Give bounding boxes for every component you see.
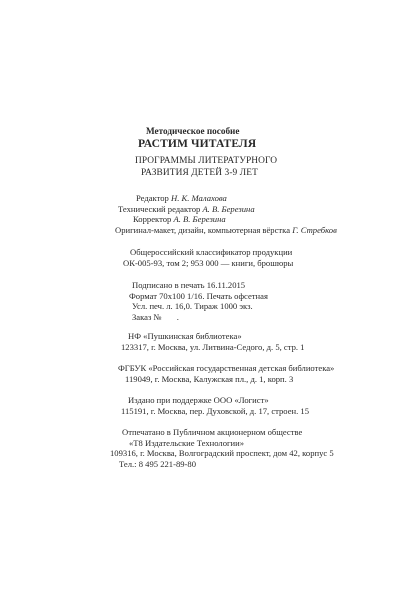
classifier-block <box>118 247 408 268</box>
support-line-1: Издано при поддержке ООО «Логист» <box>128 395 269 405</box>
credit-name: Г. Стребков <box>292 224 337 235</box>
print-sheets: Усл. печ. л. 16,0. Тираж 1000 экз. <box>132 301 253 312</box>
print-info-block <box>118 280 408 322</box>
printer-phone: Тел.: 8 495 221-89-80 <box>119 458 196 469</box>
program-line-1: ПРОГРАММЫ ЛИТЕРАТУРНОГО <box>135 156 278 166</box>
printer-line-1: Отпечатано в Публичном акционерном обществе <box>122 427 303 437</box>
credit-editor <box>118 193 408 204</box>
credit-tech-editor <box>118 204 408 215</box>
program-line-2: РАЗВИТИЯ ДЕТЕЙ 3-9 ЛЕТ <box>141 167 258 178</box>
book-type-subtitle: Методическое пособие <box>146 126 240 136</box>
print-signed: Подписано в печать 16.11.2015 <box>132 280 246 290</box>
book-title: РАСТИМ ЧИТАТЕЛЯ <box>138 137 257 150</box>
publisher-address: 119049, г. Москва, Калужская пл., д. 1, корп. 3 <box>125 373 294 384</box>
publisher-name: ФГБУК «Российская государственная детская библиотека» <box>118 363 335 373</box>
credit-role: Технический редактор <box>118 203 203 214</box>
classifier-line-2: ОК-005-93, том 2; 953 000 — книги, брошюры <box>123 257 294 268</box>
credit-role: Редактор <box>136 193 171 203</box>
publisher-2-block <box>118 363 408 384</box>
support-block <box>118 395 408 416</box>
publisher-1-block <box>118 331 408 352</box>
printer-line-3: 109316, г. Москва, Волгоградский проспект, дом 42, корпус 5 <box>110 448 334 459</box>
program-heading <box>118 156 408 179</box>
publisher-address: 123317, г. Москва, ул. Литвина-Седого, д. 5, стр. 1 <box>121 341 305 352</box>
support-line-2: 115191, г. Москва, пер. Духовской, д. 17, строен. 15 <box>121 405 310 416</box>
printer-block <box>110 427 408 469</box>
printer-line-2: «Т8 Издательские Технологии» <box>129 437 245 448</box>
book-header <box>118 126 408 151</box>
credit-layout <box>115 225 408 236</box>
credit-name: А. В. Березина <box>202 203 255 214</box>
credit-proofreader <box>118 214 408 225</box>
publisher-name: НФ «Пушкинская библиотека» <box>128 331 242 341</box>
classifier-line-1: Общероссийский классификатор продукции <box>130 247 293 257</box>
credit-name: А. В. Березина <box>173 214 226 225</box>
credits-block <box>115 193 408 235</box>
credit-role: Корректор <box>133 214 174 225</box>
credit-name: Н. К. Малахова <box>171 193 227 203</box>
print-order: Заказ № . <box>132 311 179 322</box>
print-format: Формат 70x100 1/16. Печать офсетная <box>129 290 268 301</box>
credit-role: Оригинал-макет, дизайн, компьютерная вёрстка <box>115 224 293 235</box>
